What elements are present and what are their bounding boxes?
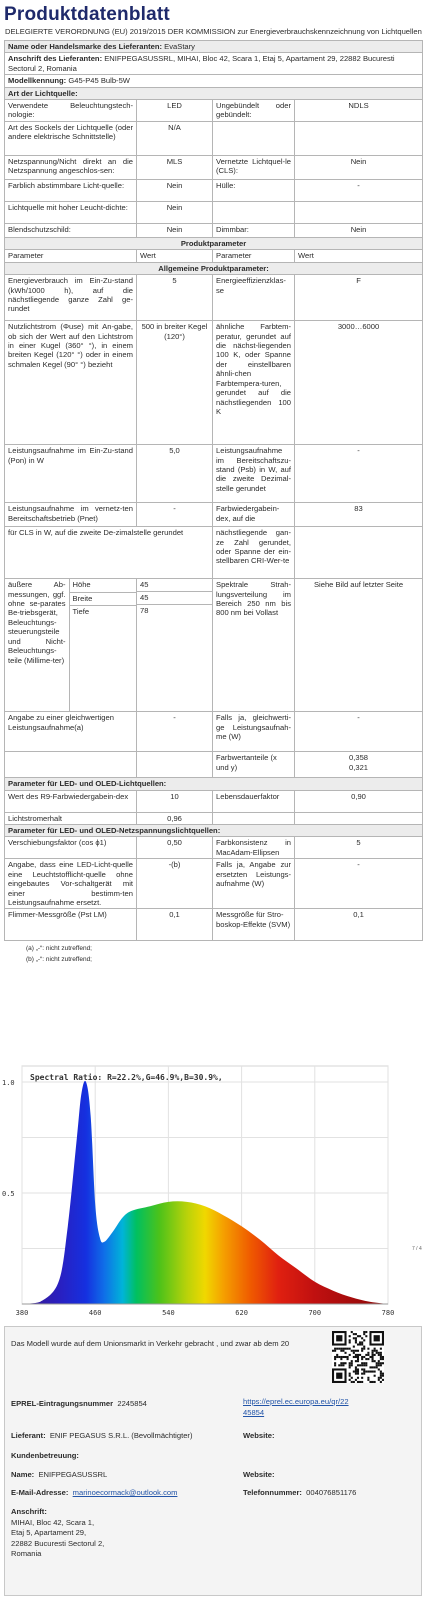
supplier-address-label: Anschrift des Lieferanten: <box>8 54 103 64</box>
flicker-value: 0,1 <box>137 909 213 941</box>
supplier-address-value: ENIFPEGASUSSRL, MIHAI, Bloc 42, Scara 1, Etaj 5, Apartament 29, 22882 Bucuresti Sectorul 2, Romania <box>8 54 395 73</box>
col-value-header-2: Wert <box>295 250 423 262</box>
energy-class-value: F <box>295 275 423 321</box>
network-standby-label-cont: für CLS in W, auf die zweite De-zimalstelle gerundet <box>5 527 213 579</box>
product-datasheet <box>4 4 422 965</box>
regulation-subtitle: DELEGIERTE VERORDNUNG (EU) 2019/2015 DER KOMMISSION zur Energieverbrauchskennzeichnung von Lichtquellen <box>5 27 422 36</box>
contact-name-label: Name: <box>11 1470 35 1479</box>
address-label: Anschrift: <box>11 1507 47 1516</box>
r9-value: 10 <box>137 790 213 812</box>
contact-name-value: ENIFPEGASUSSRL <box>38 1470 108 1479</box>
cri-label-cont: nächstliegende gan-ze Zahl gerundet, oder Spanne der ein-stellbaren CRI-Wer-te <box>213 527 295 579</box>
supplier-value: ENIF PEGASUS S.R.L. (Bevollmächtigter) <box>49 1431 193 1440</box>
lightsource-param-label-2: Dimmbar: <box>213 224 295 238</box>
flux-label: Nutzlichtstrom (Φuse) mit An-gabe, ob sich der Wert auf den Lichtstrom in einer Kugel (360° °), in einem breiten Kegel (120° °) oder in einem schmalen Kegel (90° °) bezieht <box>5 321 137 445</box>
lightsource-param-label: Blendschutzschild: <box>5 224 137 238</box>
model-label: Modellkennung: <box>8 76 67 86</box>
lightsource-param-value-2: Nein <box>295 224 423 238</box>
qr-code-icon[interactable] <box>332 1331 384 1383</box>
cct-value: 3000…6000 <box>295 321 423 445</box>
replacement-power-label: Falls ja, Angabe zur ersetzten Leistungs-aufnahme (W) <box>213 859 295 909</box>
power-factor-row <box>5 837 423 859</box>
supplier-name-value: EvaStary <box>164 42 195 51</box>
chromaticity-label: Farbwertanteile (x und y) <box>213 752 295 778</box>
lightsource-param-label: Art des Sockels der Lichtquelle (oder andere elektrische Schnittstelle) <box>5 122 137 156</box>
address-line-4: Romania <box>11 1549 42 1558</box>
dimensions-row <box>5 579 423 712</box>
cri-label: Farbwiedergabein-dex, auf die <box>213 503 295 527</box>
lightsource-param-value: LED <box>137 100 213 122</box>
lightsource-param-label-2: Vernetzte Lichtquel-le (CLS): <box>213 156 295 180</box>
lightsource-row <box>5 100 423 122</box>
light-type-section: Art der Lichtquelle: <box>5 87 423 99</box>
col-value-header: Wert <box>137 250 213 262</box>
lightsource-param-label: Netzspannung/Nicht direkt an die Netzspannung angeschlos-sen: <box>5 156 137 180</box>
lifetime-label: Lebensdauerfaktor <box>213 790 295 812</box>
lightsource-param-value-2: - <box>295 180 423 202</box>
params-header-row <box>5 250 423 262</box>
lightsource-param-value-2: Nein <box>295 156 423 180</box>
width-label: Breite <box>69 592 136 605</box>
lightsource-row <box>5 224 423 238</box>
power-row <box>5 445 423 503</box>
network-row-continued <box>5 527 423 579</box>
lightsource-param-value-2: NDLS <box>295 100 423 122</box>
mains-params-section: Parameter für LED- und OLED-Netzspannungslichtquellen: <box>5 825 423 837</box>
lifetime-value: 0,90 <box>295 790 423 812</box>
lightsource-param-label-2: Ungebündelt oder gebündelt: <box>213 100 295 122</box>
led-params-section: Parameter für LED- und OLED-Lichtquellen: <box>5 778 423 790</box>
svm-label: Messgröße für Stro-boskop-Effekte (SVM) <box>213 909 295 941</box>
general-params-section: Allgemeine Produktparameter: <box>5 262 423 274</box>
lightsource-param-value: N/A <box>137 122 213 156</box>
energy-value: 5 <box>137 275 213 321</box>
spectrum-value: Siehe Bild auf letzter Seite <box>295 579 423 712</box>
model-row <box>5 75 423 87</box>
network-row <box>5 503 423 527</box>
lightsource-param-label-2: Hülle: <box>213 180 295 202</box>
lightsource-param-value: MLS <box>137 156 213 180</box>
footnote-b: (b) „-“: nicht zutreffend; <box>26 956 92 964</box>
lightsource-row <box>5 202 423 224</box>
macadam-label: Farbkonsistenz in MacAdam-Ellipsen <box>213 837 295 859</box>
chromaticity-row <box>5 752 423 778</box>
lightsource-param-value-2 <box>295 202 423 224</box>
lightsource-param-label: Lichtquelle mit hoher Leucht-dichte: <box>5 202 137 224</box>
page-number: 7 / 4 <box>412 1246 422 1252</box>
equivalent-row <box>5 712 423 752</box>
supplier-name-label: Name oder Handelsmarke des Lieferanten: <box>8 42 163 51</box>
product-params-section: Produktparameter <box>5 238 423 250</box>
lightsource-rows <box>5 100 423 238</box>
eprel-panel <box>4 1326 422 1596</box>
chromaticity-y: 0,321 <box>349 762 369 772</box>
standby-value: - <box>295 445 423 503</box>
footnote-a: (a) „-“: nicht zutreffend; <box>26 945 92 953</box>
supplier-name-row <box>5 41 423 53</box>
lightsource-param-label-2 <box>213 202 295 224</box>
x-tick-label: 540 <box>162 1309 175 1317</box>
lightsource-param-value: Nein <box>137 224 213 238</box>
eprel-reg-value: 2245854 <box>117 1399 147 1408</box>
product-data-table <box>4 40 423 941</box>
chromaticity-x: 0,358 <box>349 753 369 763</box>
lightsource-param-label: Farblich abstimmbare Licht-quelle: <box>5 180 137 202</box>
spectral-chart <box>0 1058 426 1320</box>
lightsource-param-label: Verwendete Beleuchtungstech-nologie: <box>5 100 137 122</box>
chart-title: Spectral Ratio: R=22.2%,G=46.9%,B=30.9%, <box>30 1073 223 1082</box>
spectral-chart-svg <box>0 1058 426 1320</box>
flicker-row <box>5 909 423 941</box>
lightsource-param-label-2 <box>213 122 295 156</box>
macadam-value: 5 <box>295 837 423 859</box>
address-line-2: Etaj 5, Apartament 29, <box>11 1528 87 1537</box>
model-value: G45-P45 Bulb-5W <box>68 76 130 86</box>
equivalent-power-label: Falls ja, gleichwerti-ge Leistungsaufnah-me (W) <box>213 712 295 752</box>
replacement-label: Angabe, dass eine LED-Licht-quelle eine Leuchtstofflicht-quelle ohne eingebautes Vor-schaltgerät mit einer bestimm-ten Leistungsaufnahme ersetzt. <box>5 859 137 909</box>
power-factor-label: Verschiebungsfaktor (cos ϕ1) <box>5 837 137 859</box>
phone-value: 004076851176 <box>306 1488 357 1497</box>
lightsource-row <box>5 156 423 180</box>
customer-service-label: Kundenbetreuung: <box>11 1451 79 1460</box>
eprel-reg-label: EPREL-Eintragungsnummer <box>11 1399 114 1408</box>
col-param-header: Parameter <box>5 250 137 262</box>
flicker-label: Flimmer-Messgröße (Pst LM) <box>5 909 137 941</box>
r9-label: Wert des R9-Farbwiedergabein-dex <box>5 790 137 812</box>
network-standby-label: Leistungsaufnahme im vernetz-ten Bereitschaftsbetrieb (Pnet) <box>5 503 137 527</box>
x-tick-label: 460 <box>88 1309 102 1317</box>
width-value: 45 <box>137 592 212 605</box>
x-tick-label: 780 <box>381 1309 395 1317</box>
power-factor-value: 0,50 <box>137 837 213 859</box>
height-label: Höhe <box>69 579 136 592</box>
address-line-1: MIHAI, Bloc 42, Scara 1, <box>11 1517 95 1527</box>
energy-label: Energieverbrauch im Ein-Zu-stand (kWh/1000 h), auf die nächstliegende ganze Zahl ge-rundet <box>5 275 137 321</box>
cct-label: ähnliche Farbtem-peratur, gerundet auf die nächst-liegenden 100 K, oder Spanne der einstellbaren ähnli-chen Farbtempera-turen, gerundet auf die nächstliegenden 100 K <box>213 321 295 445</box>
replacement-value: -(b) <box>137 859 213 909</box>
lightsource-row <box>5 180 423 202</box>
x-tick-label: 620 <box>235 1309 248 1317</box>
replacement-power-value: - <box>295 859 423 909</box>
market-text: Das Modell wurde auf dem Unionsmarkt in Verkehr gebracht , und zwar ab dem 20 <box>11 1339 290 1348</box>
power-on-label: Leistungsaufnahme im Ein-Zu-stand (Pon) in W <box>5 445 137 503</box>
lightsource-param-value-2 <box>295 122 423 156</box>
address-line-3: 22882 Bucuresti Sectorul 2, <box>11 1538 105 1548</box>
flux-value: 500 in breiter Kegel (120°) <box>137 321 213 445</box>
y-tick-label: 1.0 <box>2 1079 15 1087</box>
website-label: Website: <box>243 1431 275 1440</box>
flux-row <box>5 321 423 445</box>
x-tick-label: 380 <box>15 1309 29 1317</box>
spectrum-label: Spektrale Strah-lungsverteilung im Bereich 250 nm bis 800 nm bei Vollast <box>213 579 295 712</box>
depth-label: Tiefe <box>72 606 90 616</box>
maintenance-value: 0,96 <box>137 812 213 824</box>
standby-label: Leistungsaufnahme im Bereitschaftszu-stand (Psb) in W, auf die zweite Dezimal-stelle gerundet <box>213 445 295 503</box>
dimensions-label: äußere Ab-messungen, ggf. ohne se-parates Be-triebsgerät, Beleuchtungs-steuerungsteile und Nicht-Beleuchtungs-teile (Millime-ter) <box>5 579 69 711</box>
lightsource-row <box>5 122 423 156</box>
col-param-header-2: Parameter <box>213 250 295 262</box>
email-link[interactable]: marinoecormack@outlook.com <box>72 1488 178 1497</box>
page-title: Produktdatenblatt <box>4 4 170 25</box>
email-label: E-Mail-Adresse: <box>11 1488 69 1497</box>
power-on-value: 5,0 <box>137 445 213 503</box>
replacement-row <box>5 859 423 909</box>
equivalent-value: - <box>137 712 213 752</box>
supplier-address-row <box>5 53 423 75</box>
energy-row <box>5 275 423 321</box>
equivalent-power-value: - <box>295 712 423 752</box>
height-value: 45 <box>137 579 212 592</box>
maintenance-label: Lichtstromerhalt <box>5 812 137 824</box>
maintenance-row <box>5 812 423 824</box>
eprel-link[interactable]: https://eprel.ec.europa.eu/qr/22 45854 <box>243 1397 349 1417</box>
footnotes <box>4 943 422 965</box>
cri-value: 83 <box>295 503 423 527</box>
depth-value: 78 <box>140 606 149 616</box>
y-tick-label: 0.5 <box>2 1190 15 1198</box>
svm-value: 0,1 <box>295 909 423 941</box>
website-label-2: Website: <box>243 1470 275 1479</box>
r9-row <box>5 790 423 812</box>
equivalent-label: Angabe zu einer gleichwertigen Leistungsaufnahme(a) <box>5 712 137 752</box>
lightsource-param-value: Nein <box>137 202 213 224</box>
supplier-label: Lieferant: <box>11 1431 46 1440</box>
energy-class-label: Energieeffizienzklas-se <box>213 275 295 321</box>
lightsource-param-value: Nein <box>137 180 213 202</box>
x-tick-label: 700 <box>308 1309 322 1317</box>
phone-label: Telefonnummer: <box>243 1488 302 1497</box>
network-standby-value: - <box>137 503 213 527</box>
dimensions-subtable <box>5 579 136 711</box>
